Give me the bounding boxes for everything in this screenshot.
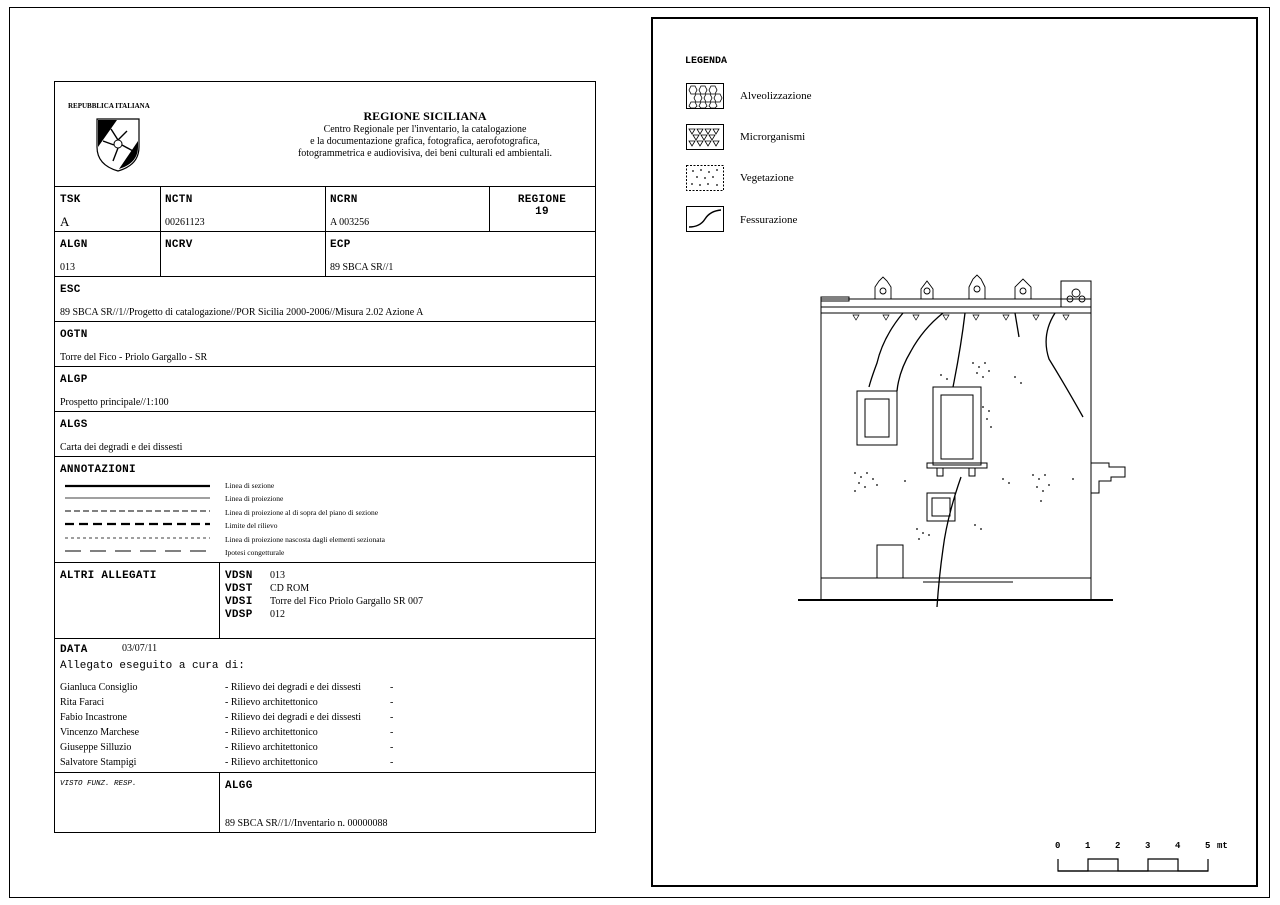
person-name-2: Rita Faraci [60, 697, 105, 708]
vdsp-key: VDSP [225, 609, 253, 621]
honeycomb-pattern-icon [686, 83, 724, 109]
algs-label: ALGS [60, 419, 88, 431]
scale-tick-2: 2 [1115, 841, 1121, 851]
triangle-pattern-icon [686, 124, 724, 150]
crack-line-icon [686, 206, 724, 232]
center-line-2: e la documentazione grafica, fotografica, aerofotografica, [310, 136, 540, 147]
algp-label: ALGP [60, 374, 88, 386]
person-role-6: - Rilievo architettonico [225, 757, 318, 768]
data-date: 03/07/11 [122, 643, 158, 654]
person-name-6: Salvatore Stampigi [60, 757, 137, 768]
scale-tick-1: 1 [1085, 841, 1091, 851]
vdsn-key: VDSN [225, 570, 253, 582]
tower-elevation-drawing [793, 267, 1133, 607]
ecp-label: ECP [330, 239, 351, 251]
vdst-key: VDST [225, 583, 253, 595]
person-name-4: Vincenzo Marchese [60, 727, 140, 738]
ogtn-value: Torre del Fico - Priolo Gargallo - SR [60, 352, 208, 363]
legend-label-4: Fessurazione [740, 214, 798, 226]
ecp-value: 89 SBCA SR//1 [330, 262, 394, 273]
ncrv-label: NCRV [165, 239, 193, 251]
algn-label: ALGN [60, 239, 88, 251]
ncrn-label: NCRN [330, 194, 358, 206]
visto-label: VISTO FUNZ. RESP. [60, 780, 137, 788]
scale-bar [1053, 857, 1213, 875]
esc-label: ESC [60, 284, 81, 296]
annotation-line-1: Linea di sezione [225, 481, 275, 490]
nctn-value: 00261123 [165, 217, 205, 228]
esc-value: 89 SBCA SR//1//Progetto di catalogazione//POR Sicilia 2000-2006//Misura 2.02 Azione A [60, 307, 424, 318]
legend-label-2: Microrganismi [740, 131, 806, 143]
person-dash-5: - [390, 742, 394, 753]
regione-value: 19 [535, 206, 549, 218]
tsk-label: TSK [60, 194, 81, 206]
ogtn-label: OGTN [60, 329, 88, 341]
republic-label: REPUBBLICA ITALIANA [68, 102, 150, 110]
person-dash-1: - [390, 682, 394, 693]
scale-tick-3: 3 [1145, 841, 1151, 851]
person-name-1: Gianluca Consiglio [60, 682, 138, 693]
person-name-5: Giuseppe Silluzio [60, 742, 132, 753]
tsk-value: A [60, 214, 70, 229]
altri-allegati-label: ALTRI ALLEGATI [60, 570, 157, 582]
person-dash-3: - [390, 712, 394, 723]
vdsi-value: Torre del Fico Priolo Gargallo SR 007 [270, 596, 423, 607]
annotation-line-2: Linea di proiezione [225, 494, 284, 503]
person-dash-4: - [390, 727, 394, 738]
annotation-line-4: Limite del rilievo [225, 521, 278, 530]
dot-pattern-icon [686, 165, 724, 191]
data-label: DATA [60, 644, 88, 656]
nctn-label: NCTN [165, 194, 193, 206]
scale-tick-5: 5 [1205, 841, 1211, 851]
annotation-line-3: Linea di proiezione al di sopra del piano di sezione [225, 508, 379, 517]
legend-label-3: Vegetazione [740, 172, 794, 184]
algg-label: ALGG [225, 780, 253, 792]
vdsi-key: VDSI [225, 596, 253, 608]
regione-label: REGIONE [517, 194, 567, 206]
person-role-3: - Rilievo dei degradi e dei dissesti [225, 712, 362, 723]
annotation-line-5: Linea di proiezione nascosta dagli elementi sezionata [225, 535, 385, 544]
scale-tick-4: 4 [1175, 841, 1181, 851]
algn-value: 013 [60, 262, 75, 273]
vdsn-value: 013 [270, 570, 285, 581]
person-role-1: - Rilievo dei degradi e dei dissesti [225, 682, 362, 693]
ncrn-value: A 003256 [330, 217, 370, 228]
person-name-3: Fabio Incastrone [60, 712, 127, 723]
algg-value: 89 SBCA SR//1//Inventario n. 00000088 [225, 818, 388, 829]
region-emblem-icon [95, 117, 141, 173]
annotazioni-label: ANNOTAZIONI [60, 464, 136, 476]
data-caption: Allegato eseguito a cura di: [60, 660, 245, 672]
vdst-value: CD ROM [270, 583, 310, 594]
person-role-2: - Rilievo architettonico [225, 697, 318, 708]
line-type-samples [65, 480, 213, 556]
scale-tick-0: 0 [1055, 841, 1061, 851]
annotation-line-6: Ipotesi congetturale [225, 548, 285, 557]
person-dash-6: - [390, 757, 394, 768]
algp-value: Prospetto principale//1:100 [60, 397, 169, 408]
legend-label-1: Alveolizzazione [740, 90, 812, 102]
scale-unit: mt [1217, 841, 1228, 851]
center-line-3: fotogrammetrica e audiovisiva, dei beni culturali ed ambientali. [297, 148, 553, 159]
person-dash-2: - [390, 697, 394, 708]
person-role-4: - Rilievo architettonico [225, 727, 318, 738]
legend-title: LEGENDA [685, 56, 728, 67]
catalog-form [54, 81, 596, 833]
region-title: REGIONE SICILIANA [363, 109, 487, 123]
person-role-5: - Rilievo architettonico [225, 742, 318, 753]
vdsp-value: 012 [270, 609, 285, 620]
algs-value: Carta dei degradi e dei dissesti [60, 442, 183, 453]
drawing-panel [651, 17, 1258, 887]
center-line-1: Centro Regionale per l'inventario, la catalogazione [323, 124, 527, 135]
